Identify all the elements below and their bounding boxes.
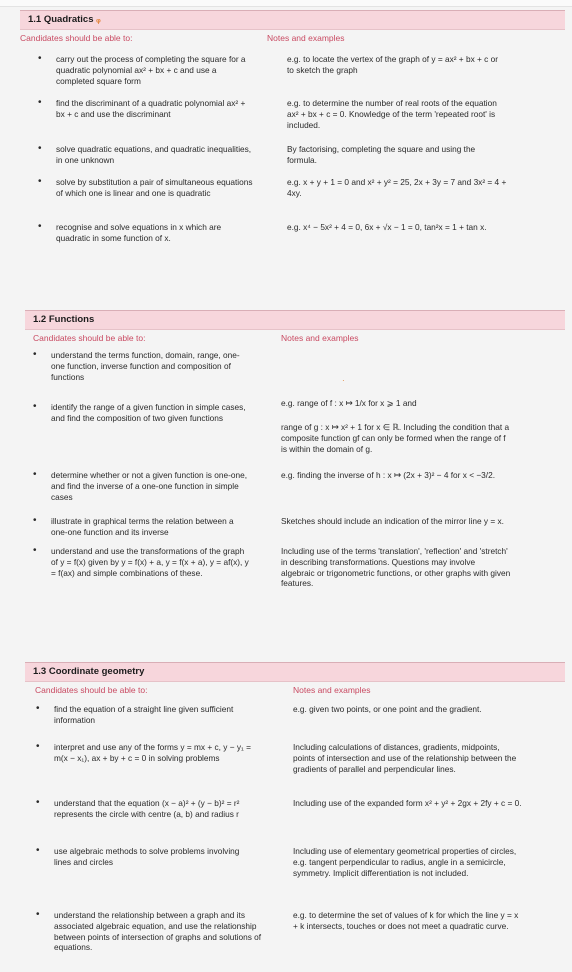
note: e.g. to locate the vertex of the graph of y = ax² + bx + c or to sketch the graph	[287, 54, 498, 75]
note: e.g. finding the inverse of h : x ↦ (2x + 3)² − 4 for x < −3/2.	[281, 470, 496, 480]
note: Including calculations of distances, gradients, midpoints, points of intersection and use of the relationship between the gradients of parallel and perpendicular lines.	[293, 742, 517, 774]
note: e.g. to determine the number of real roots of the equation ax² + bx + c = 0. Knowledge of the term 'repeated root' is included.	[287, 98, 497, 130]
section-heading: 1.1 Quadratics ᵩ	[20, 10, 565, 30]
right-column-header: Notes and examples	[267, 33, 345, 43]
note: Including use of the terms 'translation', 'reflection' and 'stretch' in describing transformations. Questions may involve algebraic or trigonometric functions, or other graphs with given features.	[281, 546, 511, 589]
note: e.g. given two points, or one point and the gradient.	[293, 704, 482, 714]
note: e.g. x + y + 1 = 0 and x² + y² = 25, 2x + 3y = 7 and 3x² = 4 + 4xy.	[287, 177, 507, 198]
section-heading: 1.2 Functions	[25, 310, 565, 330]
note: e.g. x⁴ − 5x² + 4 = 0, 6x + √x − 1 = 0, tan²x = 1 + tan x.	[287, 222, 487, 232]
note: e.g. to determine the set of values of k for which the line y = x + k intersects, touches or does not meet a quadratic curve.	[293, 910, 519, 931]
section-coordinate-geometry	[25, 662, 565, 698]
top-rule	[0, 0, 572, 7]
right-column-header: Notes and examples	[281, 333, 359, 343]
syllabus-page: 1.1 Quadratics ᵩ Candidates should be able to: Notes and examples • carry out the process of completing the square for a quadratic polynomial ax² + bx + c and use a completed square form • find the discriminant of a quadratic polynomial ax² + bx + c and use the discriminant • solve quadratic equations, and quadratic inequalities, in one unknown • solve by substitution a pair of simultaneous equations of which one is linear and one is quadratic • recognise and solve equations in x which are quadratic in some function of x. e.g. to locate the vertex of the graph of y = ax² + bx + c or to sketch the graph e.g. to determine the number of real roots of the equation ax² + bx + c = 0. Knowledge of the term 'repeated root' is included. By factorising, completing the square and using the formula. e.g. x + y + 1 = 0 and x² + y² = 25, 2x + 3y = 7 and 3x² = 4 + 4xy. e.g. x⁴ − 5x² + 4 = 0, 6x + √x − 1 = 0, tan²x = 1 + tan x. 1.2 Functions Candidates should be able to: Notes and examples • understand the terms function, domain, range, one-one function, inverse function and composition of functions • identify the range of a given function in simple cases, and find the composition of two given functions • determine whether or not a given function is one-one, and find the inverse of a one-one function in simple cases • illustrate in graphical terms the relation between a one-one function and its inverse • understand and use the transformations of the graph of y = f(x) given by y = f(x) + a, y = f(x + a), y = af(x), y = f(ax) and simple combinations of these. · e.g. range of f : x ↦ 1/x for x ⩾ 1 and range of g : x ↦ x² + 1 for x ∈ ℝ. Including the condition that a composite function gf can only be formed when the range of f is within the domain of g. e.g. finding the inverse of h : x ↦ (2x + 3)² − 4 for x < −3/2. Sketches should include an indication of the mirror line y = x. Including use of the terms 'translation', 'reflection' and 'stretch' in describing transformations. Questions may involve algebraic or trigonometric functions, or other graphs with given features. 1.3 Coordinate geometry Candidates should be able to: Notes and examples • find the equation of a straight line given sufficient information • interpret and use any of the forms y = mx + c, y − y₁ = m(x − x₁), ax + by + c = 0 in solving problems • understand that the equation (x − a)² + (y − b)² = r² represents the circle with centre (a, b) and radius r • use algebraic methods to solve problems involving lines and circles • understand the relationship between a graph and its associated algebraic equation, and use the relationship between points of intersection of graphs and solutions of equations. e.g. given two points, or one point and the gradient. Including calculations of distances, gradients, midpoints, points of intersection and use of the relationship between the gradients of parallel and perpendicular lines. Including use of the expanded form x² + y² + 2gx + 2fy + c = 0. Including use of elementary geometrical properties of circles, e.g. tangent perpendicular to radius, angle in a semicircle, symmetry. Implicit differentiation is not included. e.g. to determine the set of values of k for which the line y = x + k intersects, touches or does not meet a quadratic curve.	[0, 0, 572, 972]
column-headers	[20, 30, 565, 46]
note: Including use of elementary geometrical properties of circles, e.g. tangent perpendicular to radius, angle in a semicircle, symmetry. Implicit differentiation is not included.	[293, 846, 517, 878]
marker-icon: ᵩ	[96, 14, 101, 25]
column-headers	[25, 682, 565, 698]
column-headers	[25, 330, 565, 346]
note: By factorising, completing the square and using the formula.	[287, 144, 476, 165]
marker-icon: ·	[342, 376, 345, 385]
note: Including use of the expanded form x² + y² + 2gx + 2fy + c = 0.	[293, 798, 522, 808]
section-quadratics	[20, 10, 565, 46]
section-functions	[25, 310, 565, 346]
left-column-header: Candidates should be able to:	[35, 685, 148, 695]
left-column-header: Candidates should be able to:	[33, 333, 146, 343]
note: range of g : x ↦ x² + 1 for x ∈ ℝ. Including the condition that a composite function gf can only be formed when the range of f is within the domain of g.	[281, 422, 510, 454]
note: Sketches should include an indication of the mirror line y = x.	[281, 516, 504, 526]
left-column-header: Candidates should be able to:	[20, 33, 133, 43]
note: e.g. range of f : x ↦ 1/x for x ⩾ 1 and	[281, 398, 417, 408]
section-heading: 1.3 Coordinate geometry	[25, 662, 565, 682]
right-column-header: Notes and examples	[293, 685, 371, 695]
